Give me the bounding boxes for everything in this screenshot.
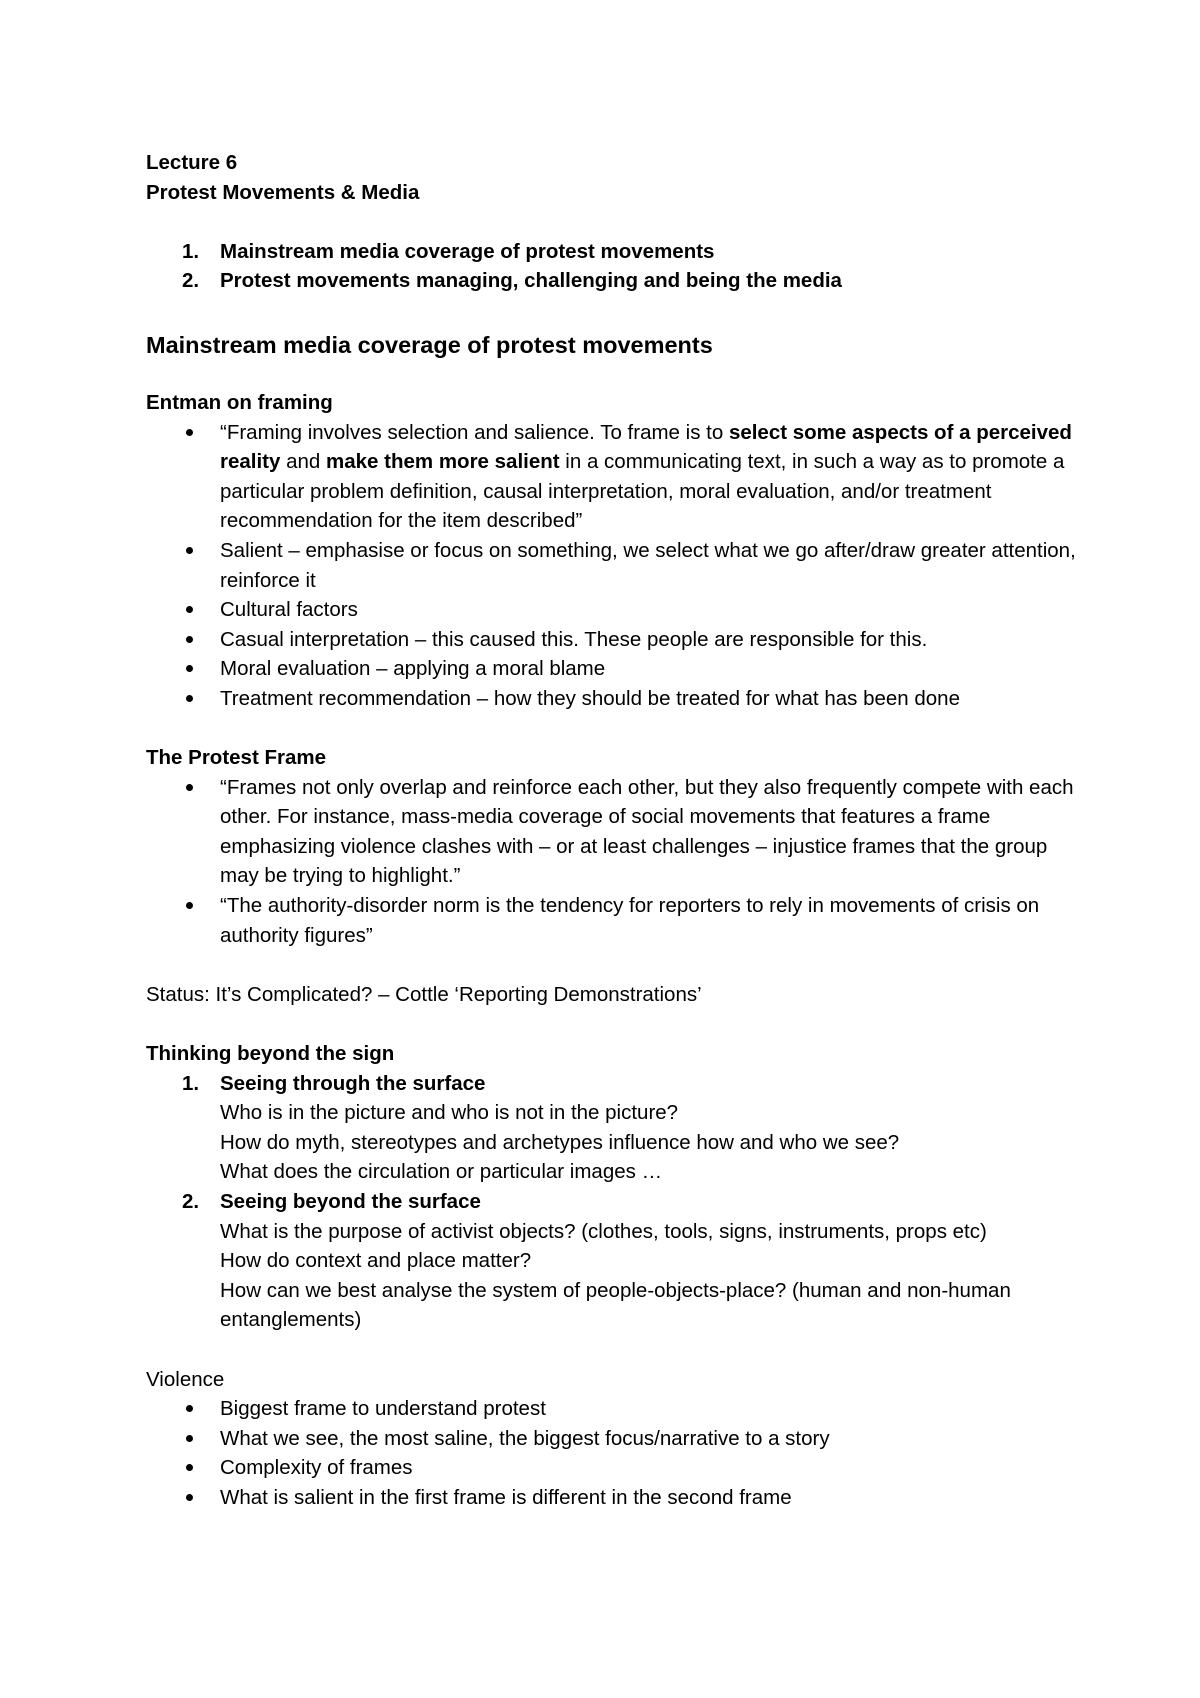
list-item bbox=[146, 891, 1076, 950]
status-line: Status: It’s Complicated? – Cottle ‘Reporting Demonstrations’ bbox=[146, 982, 702, 1006]
list-item-text: Moral evaluation – applying a moral blame bbox=[220, 657, 606, 681]
bullet-icon bbox=[186, 902, 193, 909]
list-item-text: “Frames not only overlap and reinforce each other, but they also frequently compete with each other. For instance, mass-media coverage of social movements that features a frame emphasizing violence clashes with – or at least challenges – injustice frames that the group may be trying to highlight.” bbox=[220, 775, 1074, 888]
protest-frame-list bbox=[146, 773, 1076, 951]
outline-number: 2. bbox=[182, 269, 200, 293]
thinking-title: Seeing beyond the surface bbox=[220, 1190, 481, 1213]
thinking-line: How can we best analyse the system of people-objects-place? (human and non-human entanglements) bbox=[220, 1278, 1011, 1332]
entman-quote-item bbox=[146, 418, 1076, 536]
protest-frame-heading: The Protest Frame bbox=[146, 746, 326, 770]
outline-number: 1. bbox=[182, 239, 200, 263]
quote-bold: make them more salient bbox=[326, 450, 560, 474]
list-item bbox=[146, 1394, 1076, 1424]
list-item-text: Salient – emphasise or focus on something, we select what we go after/draw greater attention, reinforce it bbox=[220, 538, 1076, 592]
thinking-list bbox=[146, 1069, 1076, 1335]
thinking-line: How do myth, stereotypes and archetypes influence how and who we see? bbox=[220, 1130, 900, 1154]
outline-list bbox=[146, 237, 1076, 296]
bullet-icon bbox=[186, 429, 193, 436]
list-item bbox=[146, 1483, 1076, 1513]
outline-item bbox=[146, 237, 1076, 267]
bullet-icon bbox=[186, 547, 193, 554]
bullet-icon bbox=[186, 665, 193, 672]
outline-item bbox=[146, 266, 1076, 296]
entman-heading: Entman on framing bbox=[146, 390, 333, 414]
bullet-icon bbox=[186, 636, 193, 643]
violence-list bbox=[146, 1394, 1076, 1512]
thinking-number: 2. bbox=[182, 1190, 200, 1213]
list-item bbox=[146, 536, 1076, 595]
outline-text: Protest movements managing, challenging and being the media bbox=[220, 269, 842, 293]
bullet-icon bbox=[186, 1405, 193, 1412]
list-item-text: Complexity of frames bbox=[220, 1456, 413, 1480]
thinking-number: 1. bbox=[182, 1071, 200, 1095]
entman-list bbox=[146, 418, 1076, 714]
thinking-line: What is the purpose of activist objects? (clothes, tools, signs, instruments, props etc) bbox=[220, 1219, 987, 1243]
quote-text: in a communicating text, in such a way as to promote a particular problem definition, causal interpretation, moral evaluation, and/or treatment recommendation for the item described” bbox=[220, 450, 1065, 533]
bullet-icon bbox=[186, 695, 193, 702]
list-item-text: “The authority-disorder norm is the tendency for reporters to rely in movements of crisis on authority figures” bbox=[220, 894, 1040, 947]
list-item-text: What is salient in the first frame is different in the second frame bbox=[220, 1485, 792, 1509]
thinking-title: Seeing through the surface bbox=[220, 1071, 486, 1095]
thinking-heading: Thinking beyond the sign bbox=[146, 1042, 395, 1066]
list-item bbox=[146, 654, 1076, 684]
bullet-icon bbox=[186, 1494, 193, 1501]
list-item-text: Casual interpretation – this caused this. These people are responsible for this. bbox=[220, 627, 928, 651]
list-item-text: Cultural factors bbox=[220, 598, 358, 622]
section-title: Mainstream media coverage of protest movements bbox=[146, 331, 713, 358]
lecture-number: Lecture 6 bbox=[146, 151, 238, 174]
outline-text: Mainstream media coverage of protest movements bbox=[220, 239, 715, 263]
thinking-line: What does the circulation or particular images … bbox=[220, 1160, 663, 1184]
violence-heading: Violence bbox=[146, 1367, 225, 1391]
list-item bbox=[146, 1453, 1076, 1483]
bullet-icon bbox=[186, 606, 193, 613]
list-item-text: Biggest frame to understand protest bbox=[220, 1397, 546, 1421]
thinking-line: How do context and place matter? bbox=[220, 1249, 532, 1273]
list-item bbox=[146, 625, 1076, 655]
list-item-text: What we see, the most saline, the biggest focus/narrative to a story bbox=[220, 1426, 830, 1450]
quote-bold: select some aspects of a perceived reality bbox=[220, 420, 1072, 474]
quote-text: “Framing involves selection and salience. To frame is to bbox=[220, 420, 729, 444]
list-item bbox=[146, 684, 1076, 714]
thinking-line: Who is in the picture and who is not in the picture? bbox=[220, 1101, 679, 1125]
list-item bbox=[146, 1424, 1076, 1454]
document-page bbox=[146, 148, 1076, 1513]
thinking-item bbox=[146, 1069, 1076, 1187]
lecture-topic: Protest Movements & Media bbox=[146, 180, 420, 204]
quote-text: and bbox=[280, 450, 327, 474]
bullet-icon bbox=[186, 784, 193, 791]
list-item bbox=[146, 595, 1076, 625]
list-item bbox=[146, 773, 1076, 891]
list-item-text: Treatment recommendation – how they should be treated for what has been done bbox=[220, 686, 960, 710]
thinking-item bbox=[146, 1187, 1076, 1335]
bullet-icon bbox=[186, 1464, 193, 1471]
bullet-icon bbox=[186, 1435, 193, 1442]
